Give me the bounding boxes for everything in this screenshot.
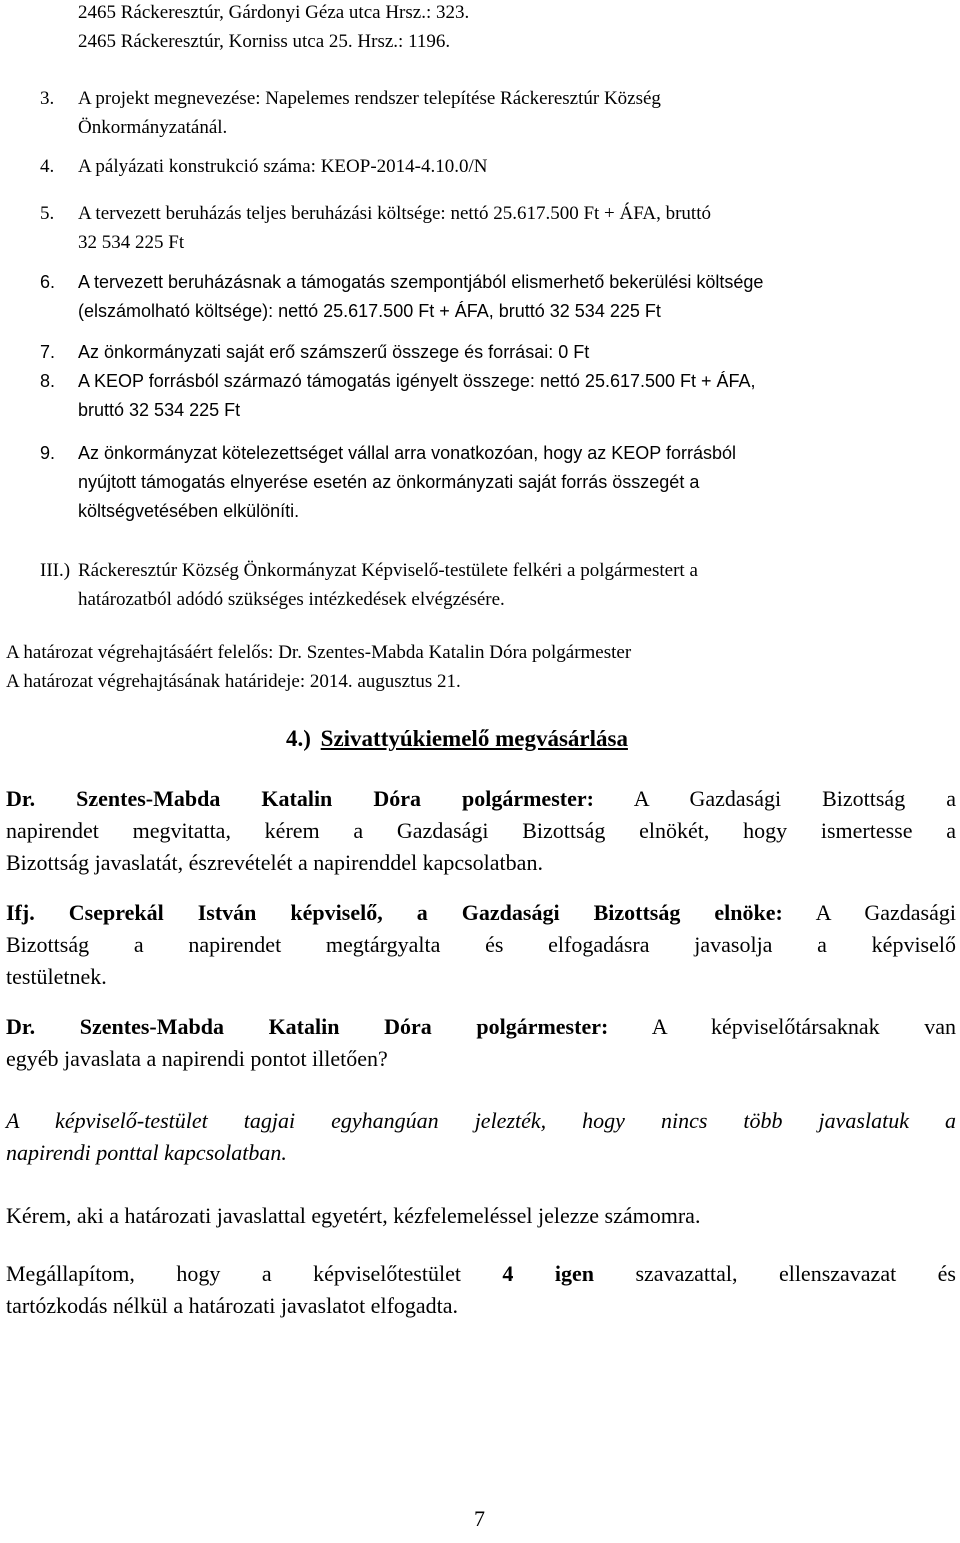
vote-count: 4 igen <box>502 1261 595 1286</box>
paragraph-text: A Gazdasági <box>815 900 956 925</box>
paragraph-line: testületnek. <box>6 964 107 989</box>
section-text: Ráckeresztúr Község Önkormányzat Képviselő-testülete felkéri a polgármestert a <box>78 560 698 581</box>
paragraph <box>6 1258 956 1322</box>
item-number: 7. <box>40 342 56 362</box>
paragraph-line: A képviselő-testület tagjai egyhangúan jelezték, hogy nincs több javaslatuk a <box>6 1108 956 1133</box>
paragraph-text: Megállapítom, hogy a képviselőtestület <box>6 1261 461 1286</box>
item-text: költségvetésében elkülöníti. <box>78 501 300 521</box>
item-text: (elszámolható költsége): nettó 25.617.500 Ft + ÁFA, bruttó 32 534 225 Ft <box>78 301 661 321</box>
paragraph-line: tartózkodás nélkül a határozati javaslatot elfogadta. <box>6 1293 459 1318</box>
item-text: A KEOP forrásból származó támogatás igényelt összege: nettó 25.617.500 Ft + ÁFA, <box>78 371 756 391</box>
item-text: A projekt megnevezése: Napelemes rendszer telepítése Ráckeresztúr Község <box>78 88 661 109</box>
speaker-name: Dr. Szentes-Mabda Katalin Dóra polgármester: <box>6 786 594 811</box>
resolution-section <box>0 556 960 616</box>
list-item <box>0 152 960 182</box>
list-item <box>0 199 960 259</box>
agenda-heading <box>286 723 628 755</box>
item-number: 3. <box>40 88 55 109</box>
item-text: nyújtott támogatás elnyerése esetén az önkormányzati saját forrás összegét a <box>78 472 700 492</box>
deadline-line: A határozat végrehajtásának határideje: 2014. augusztus 21. <box>6 671 461 692</box>
responsible-line: A határozat végrehajtásáért felelős: Dr. Szentes-Mabda Katalin Dóra polgármester <box>6 642 632 663</box>
paragraph-line <box>6 1011 956 1043</box>
item-text: A pályázati konstrukció száma: KEOP-2014-4.10.0/N <box>78 156 488 177</box>
paragraph-line: napirendet megvitatta, kérem a Gazdasági Bizottság elnökét, hogy ismertesse a <box>6 818 956 843</box>
paragraph-line: egyéb javaslata a napirendi pontot illetően? <box>6 1046 388 1071</box>
item-text: Az önkormányzati saját erő számszerű összege és forrásai: 0 Ft <box>78 342 590 362</box>
item-text: bruttó 32 534 225 Ft <box>78 400 241 420</box>
item-number: 4. <box>40 156 55 177</box>
section-label: III.) <box>40 560 71 581</box>
paragraph-line: Bizottság a napirendet megtárgyalta és elfogadásra javasolja a képviselő <box>6 932 956 957</box>
paragraph <box>6 897 956 993</box>
item-text: 32 534 225 Ft <box>78 232 185 253</box>
paragraph <box>6 1105 956 1169</box>
paragraph-text: A Gazdasági Bizottság a <box>633 786 956 811</box>
list-item <box>0 338 960 368</box>
page-number: 7 <box>474 1506 485 1531</box>
item-text: Önkormányzatánál. <box>78 117 228 138</box>
paragraph-line <box>6 783 956 815</box>
item-number: 8. <box>40 371 56 391</box>
paragraph-text: szavazattal, ellenszavazat és <box>635 1261 956 1286</box>
heading-title: Szivattyúkiemelő megvásárlása <box>320 726 628 751</box>
address-line: 2465 Ráckeresztúr, Korniss utca 25. Hrsz.: 1196. <box>78 31 451 52</box>
list-item <box>0 84 960 144</box>
item-number: 6. <box>40 272 56 292</box>
list-item <box>0 439 960 529</box>
paragraph <box>6 783 956 879</box>
speaker-name: Dr. Szentes-Mabda Katalin Dóra polgármester: <box>6 1014 609 1039</box>
paragraph <box>6 1011 956 1075</box>
list-item <box>0 367 960 427</box>
paragraph: Kérem, aki a határozati javaslattal egyetért, kézfelemeléssel jelezze számomra. <box>6 1203 701 1228</box>
item-number: 5. <box>40 203 55 224</box>
speaker-name: Ifj. Cseprekál István képviselő, a Gazdasági Bizottság elnöke: <box>6 900 783 925</box>
paragraph-line: napirendi ponttal kapcsolatban. <box>6 1140 287 1165</box>
paragraph-line: Bizottság javaslatát, észrevételét a napirenddel kapcsolatban. <box>6 850 543 875</box>
paragraph-line <box>6 1258 956 1290</box>
section-text: határozatból adódó szükséges intézkedések elvégzésére. <box>78 589 505 610</box>
item-text: A tervezett beruházásnak a támogatás szempontjából elismerhető bekerülési költsége <box>78 272 764 292</box>
list-item <box>0 268 960 328</box>
item-text: A tervezett beruházás teljes beruházási költsége: nettó 25.617.500 Ft + ÁFA, bruttó <box>78 203 711 224</box>
heading-number: 4.) <box>286 726 311 751</box>
address-line: 2465 Ráckeresztúr, Gárdonyi Géza utca Hrsz.: 323. <box>78 2 470 23</box>
item-number: 9. <box>40 443 56 463</box>
item-text: Az önkormányzat kötelezettséget vállal arra vonatkozóan, hogy az KEOP forrásból <box>78 443 737 463</box>
paragraph-line <box>6 897 956 929</box>
paragraph-text: A képviselőtársaknak van <box>651 1014 956 1039</box>
